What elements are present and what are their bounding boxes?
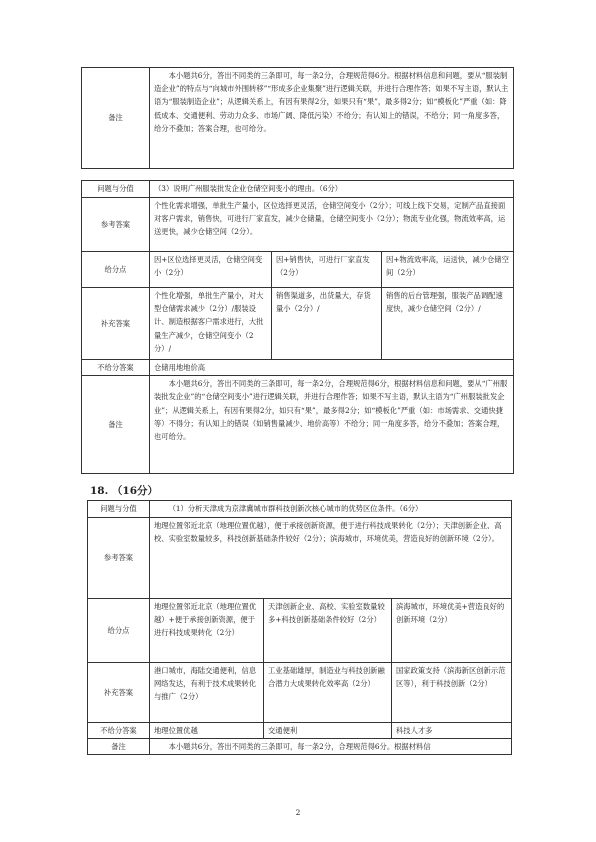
q3-question: （3）说明广州服装批发企业仓储空间变小的理由。（6分） bbox=[150, 181, 514, 198]
q18-nogive-label: 不给分答案 bbox=[88, 723, 150, 739]
remark-text: 本小题共6分，答出不同类的三条即可，每一条2分，合理规范得6分。根据材料信息和问题，要从“服装制造企业”的特点与“向城市外围转移”“形成多企业集聚”进行逻辑关联，并进行合理作答；如果不写主语，默认主语为“服装制造企业”；从逻辑关系上，有因有果得2分，如果只有“果”，最多得2分；如“模板化”严重（如：降低成本、交通便利、劳动力众多、市场广阔、降低污染）不给分；有认知上的错误，不给分；同一角度多答，给分不叠加；答案合理，也可给分。 bbox=[150, 68, 514, 169]
q3-supp-label: 补充答案 bbox=[82, 288, 150, 360]
q3-points-label: 给分点 bbox=[82, 252, 150, 288]
q3-table bbox=[81, 180, 514, 474]
q18-question: （1）分析天津成为京津冀城市群科技创新次核心城市的优势区位条件。（6分） bbox=[150, 501, 512, 518]
page-number: 2 bbox=[295, 808, 301, 817]
q3-supp-3: 销售的后台管理强，服装产品调配速度快，减少仓储空间（2分）/ bbox=[382, 288, 514, 360]
q18-point-3: 滨海城市，环境优美+营造良好的创新环境（2分） bbox=[392, 599, 512, 663]
q18-table bbox=[87, 500, 512, 755]
q18-nogive-3: 科技人才多 bbox=[392, 723, 512, 739]
question-18-heading: 18. （16分） bbox=[90, 485, 159, 497]
q3-remark-label: 备注 bbox=[82, 376, 150, 474]
q18-points-label: 给分点 bbox=[88, 599, 150, 663]
q3-nogive-label: 不给分答案 bbox=[82, 360, 150, 376]
q3-supp-2: 销售渠道多，出货量大，存货量小（2分）/ bbox=[272, 288, 382, 360]
q18-ref-label: 参考答案 bbox=[88, 518, 150, 599]
remark-label: 备注 bbox=[82, 68, 150, 169]
q18-supp-2: 工业基础雄厚，制造业与科技创新融合潜力大成果转化效率高（2分） bbox=[264, 663, 392, 723]
q18-remark-label: 备注 bbox=[88, 739, 150, 755]
q3-ref-label: 参考答案 bbox=[82, 198, 150, 252]
q18-nogive-2: 交通便利 bbox=[264, 723, 392, 739]
q3-supp-1: 个性化增强，单批生产量小，对大型仓储需求减少（2分）/服装设计、制造根据客户需求进行，大批量生产减少，仓储空间变小（2分）/ bbox=[150, 288, 272, 360]
q3-nogive: 仓储用地地价高 bbox=[150, 360, 514, 376]
remark-table-top bbox=[81, 67, 514, 169]
q18-point-1: 地理位置邻近北京（地理位置优越）+便于承接创新资源，便于进行科技成果转化（2分） bbox=[150, 599, 264, 663]
q3-point-2: 因+销售快，可进行厂家直发（2分） bbox=[272, 252, 382, 288]
q18-point-2: 天津创新企业、高校、实验室数量较多+科技创新基础条件较好（2分） bbox=[264, 599, 392, 663]
q18-ref-text: 地理位置邻近北京（地理位置优越），便于承接创新资源，便于进行科技成果转化（2分）；天津创新企业、高校、实验室数量较多，科技创新基础条件较好（2分）；滨海城市，环境优美，营造良好的创新环境（2分）。 bbox=[150, 518, 512, 599]
q18-nogive-1: 地理位置优越 bbox=[150, 723, 264, 739]
q18-supp-3: 国家政策支持（滨海新区创新示范区等），利于科技创新（2分） bbox=[392, 663, 512, 723]
q18-supp-label: 补充答案 bbox=[88, 663, 150, 723]
q3-point-1: 因+区位选择更灵活，仓储空间变小（2分） bbox=[150, 252, 272, 288]
q18-supp-1: 港口城市，海陆交通便利，信息网络发达，有利于技术成果转化与推广（2分） bbox=[150, 663, 264, 723]
q3-remark-text: 本小题共6分，答出不同类的三条即可，每一条2分，合理规范得6分，根据材料信息和问题，要从“广州服装批发企业”的“仓储空间变小”进行逻辑关联，并进行合理作答；如果不写主语，默认主语为“广州服装批发企业”；从逻辑关系上，有因有果得2分，如只有“果”，最多得2分；如“模板化”严重（如：市场需求、交通快捷等）不得分；有认知上的错误（如销售量减少、地价高等）不给分；同一角度多答，给分不叠加；答案合理，也可给分。 bbox=[150, 376, 514, 474]
q18-header-label: 问题与分值 bbox=[88, 501, 150, 518]
q3-header-label: 问题与分值 bbox=[82, 181, 150, 198]
q18-remark-text: 本小题共6分，答出不同类的三条即可，每一条2分，合理规范得6分。根据材料信 bbox=[150, 739, 512, 755]
q3-ref-text: 个性化需求增强，单批生产量小，区位选择更灵活，仓储空间变小（2分）；可线上线下交易，定制产品直接面对客户需求，销售快，可进行厂家直发，减少仓储量，仓储空间变小（2分）；物流专业化强，物流效率高，运送更快，减少仓储空间（2分）。 bbox=[150, 198, 514, 252]
q3-point-3: 因+物流效率高，运送快，减少仓储空间（2分） bbox=[382, 252, 514, 288]
